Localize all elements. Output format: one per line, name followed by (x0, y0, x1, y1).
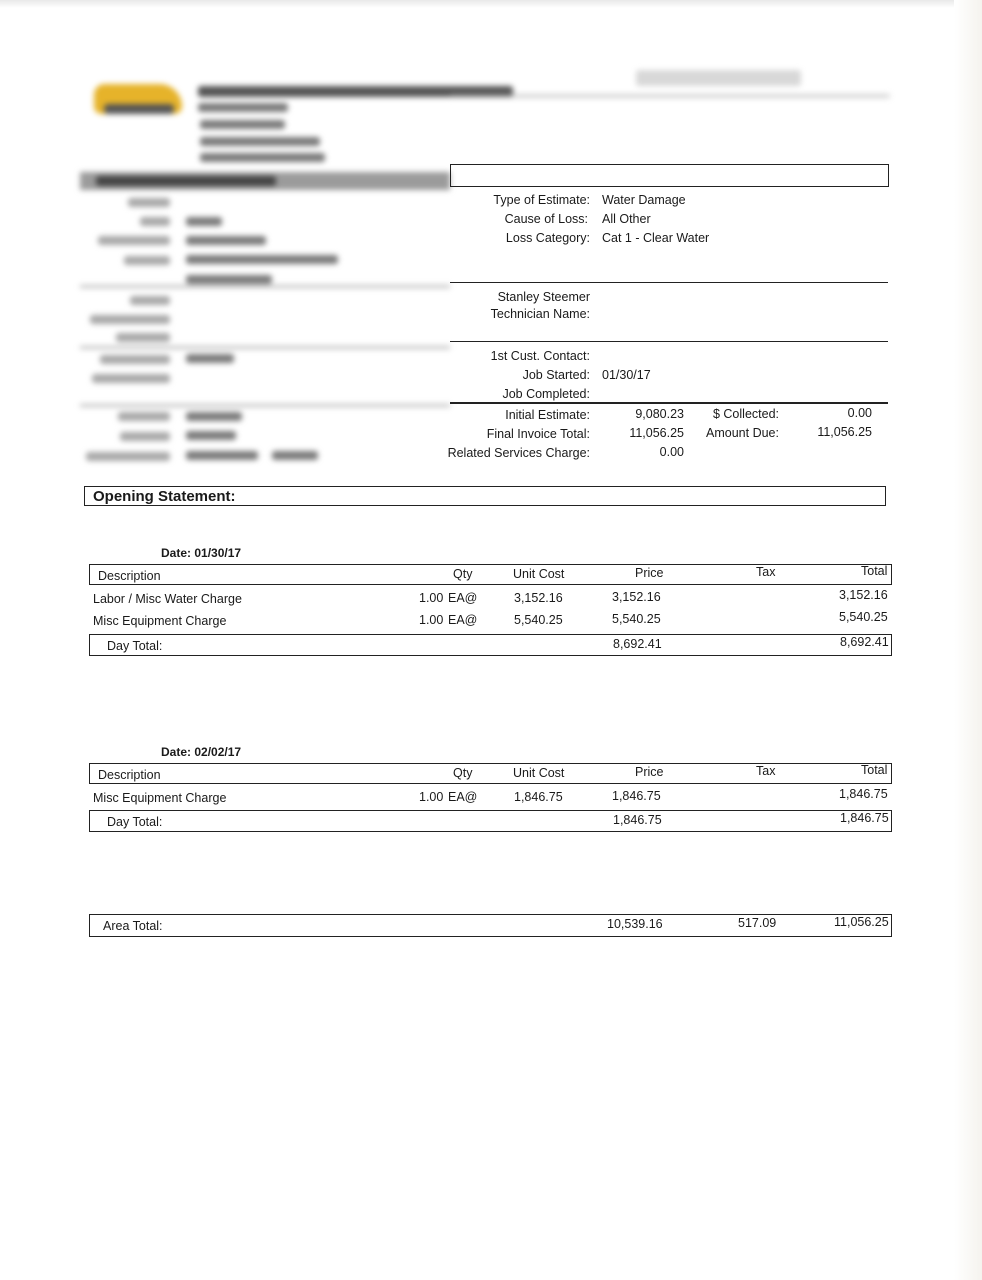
technician-company-label: Stanley Steemer (497, 290, 590, 304)
related-services-value: 0.00 (659, 445, 684, 459)
day-date-label: Date: 02/02/17 (161, 745, 242, 759)
job-completed-label: Job Completed: (502, 387, 590, 401)
cause-of-loss-label: Cause of Loss: (504, 212, 588, 226)
col-qty: Qty (453, 567, 473, 581)
table-row (89, 787, 892, 810)
company-logo-detail (104, 104, 174, 114)
col-total: Total (861, 564, 888, 578)
row-total: 5,540.25 (839, 610, 888, 624)
row-unit: EA@ (448, 613, 478, 627)
row-qty: 1.00 (419, 591, 444, 605)
divider (450, 341, 888, 342)
initial-estimate-label: Initial Estimate: (505, 408, 590, 422)
col-unit-cost: Unit Cost (513, 766, 565, 780)
col-description: Description (98, 569, 161, 583)
col-price: Price (635, 765, 664, 779)
row-price: 1,846.75 (612, 789, 661, 803)
row-price: 3,152.16 (612, 590, 661, 604)
area-total-row (89, 914, 892, 937)
amount-due-value: 11,056.25 (817, 425, 872, 439)
row-total: 3,152.16 (839, 588, 888, 602)
row-unit: EA@ (448, 790, 478, 804)
collected-label: $ Collected: (712, 407, 779, 421)
cause-of-loss-value: All Other (602, 212, 651, 226)
job-started-value: 01/30/17 (602, 368, 651, 382)
day-total-label: Day Total: (107, 639, 163, 653)
table-header (89, 763, 892, 784)
area-total-value: 11,056.25 (834, 915, 889, 929)
table-row (89, 610, 892, 633)
row-unit-cost: 1,846.75 (514, 790, 563, 804)
table-row (89, 588, 892, 611)
day-total-label: Day Total: (107, 815, 163, 829)
final-invoice-label: Final Invoice Total: (486, 427, 590, 441)
row-description: Misc Equipment Charge (93, 614, 227, 628)
row-description: Misc Equipment Charge (93, 791, 227, 805)
col-price: Price (635, 566, 664, 580)
first-contact-label: 1st Cust. Contact: (490, 349, 590, 363)
loss-category-label: Loss Category: (505, 231, 590, 245)
row-qty: 1.00 (419, 790, 444, 804)
day-total-price: 1,846.75 (613, 813, 662, 827)
collected-value: 0.00 (847, 406, 872, 420)
day-date-label: Date: 01/30/17 (161, 546, 242, 560)
amount-due-label: Amount Due: (706, 426, 779, 440)
area-total-label: Area Total: (103, 919, 163, 933)
col-tax: Tax (756, 764, 776, 778)
divider (450, 402, 888, 404)
col-total: Total (861, 763, 888, 777)
table-header (89, 564, 892, 585)
day-total-value: 8,692.41 (840, 635, 889, 649)
area-total-price: 10,539.16 (607, 917, 663, 931)
row-description: Labor / Misc Water Charge (93, 592, 242, 606)
col-description: Description (98, 768, 161, 782)
final-invoice-value: 11,056.25 (629, 426, 684, 440)
col-tax: Tax (756, 565, 776, 579)
related-services-label: Related Services Charge: (447, 446, 590, 460)
row-unit: EA@ (448, 591, 478, 605)
type-of-estimate-label: Type of Estimate: (493, 193, 590, 207)
row-unit-cost: 5,540.25 (514, 613, 563, 627)
row-unit-cost: 3,152.16 (514, 591, 563, 605)
opening-statement-title: Opening Statement: (84, 486, 886, 506)
loss-category-value: Cat 1 - Clear Water (602, 231, 710, 245)
divider (450, 282, 888, 283)
day-total-value: 1,846.75 (840, 811, 889, 825)
row-total: 1,846.75 (839, 787, 888, 801)
day-total-row (89, 634, 892, 656)
type-of-estimate-value: Water Damage (602, 193, 686, 207)
job-started-label: Job Started: (522, 368, 590, 382)
area-total-tax: 517.09 (738, 916, 777, 930)
day-total-row (89, 810, 892, 832)
summary-header-box (450, 164, 889, 187)
col-unit-cost: Unit Cost (513, 567, 565, 581)
day-total-price: 8,692.41 (613, 637, 662, 651)
row-qty: 1.00 (419, 613, 444, 627)
row-price: 5,540.25 (612, 612, 661, 626)
col-qty: Qty (453, 766, 473, 780)
technician-name-label: Technician Name: (490, 307, 590, 321)
initial-estimate-value: 9,080.23 (635, 407, 684, 421)
